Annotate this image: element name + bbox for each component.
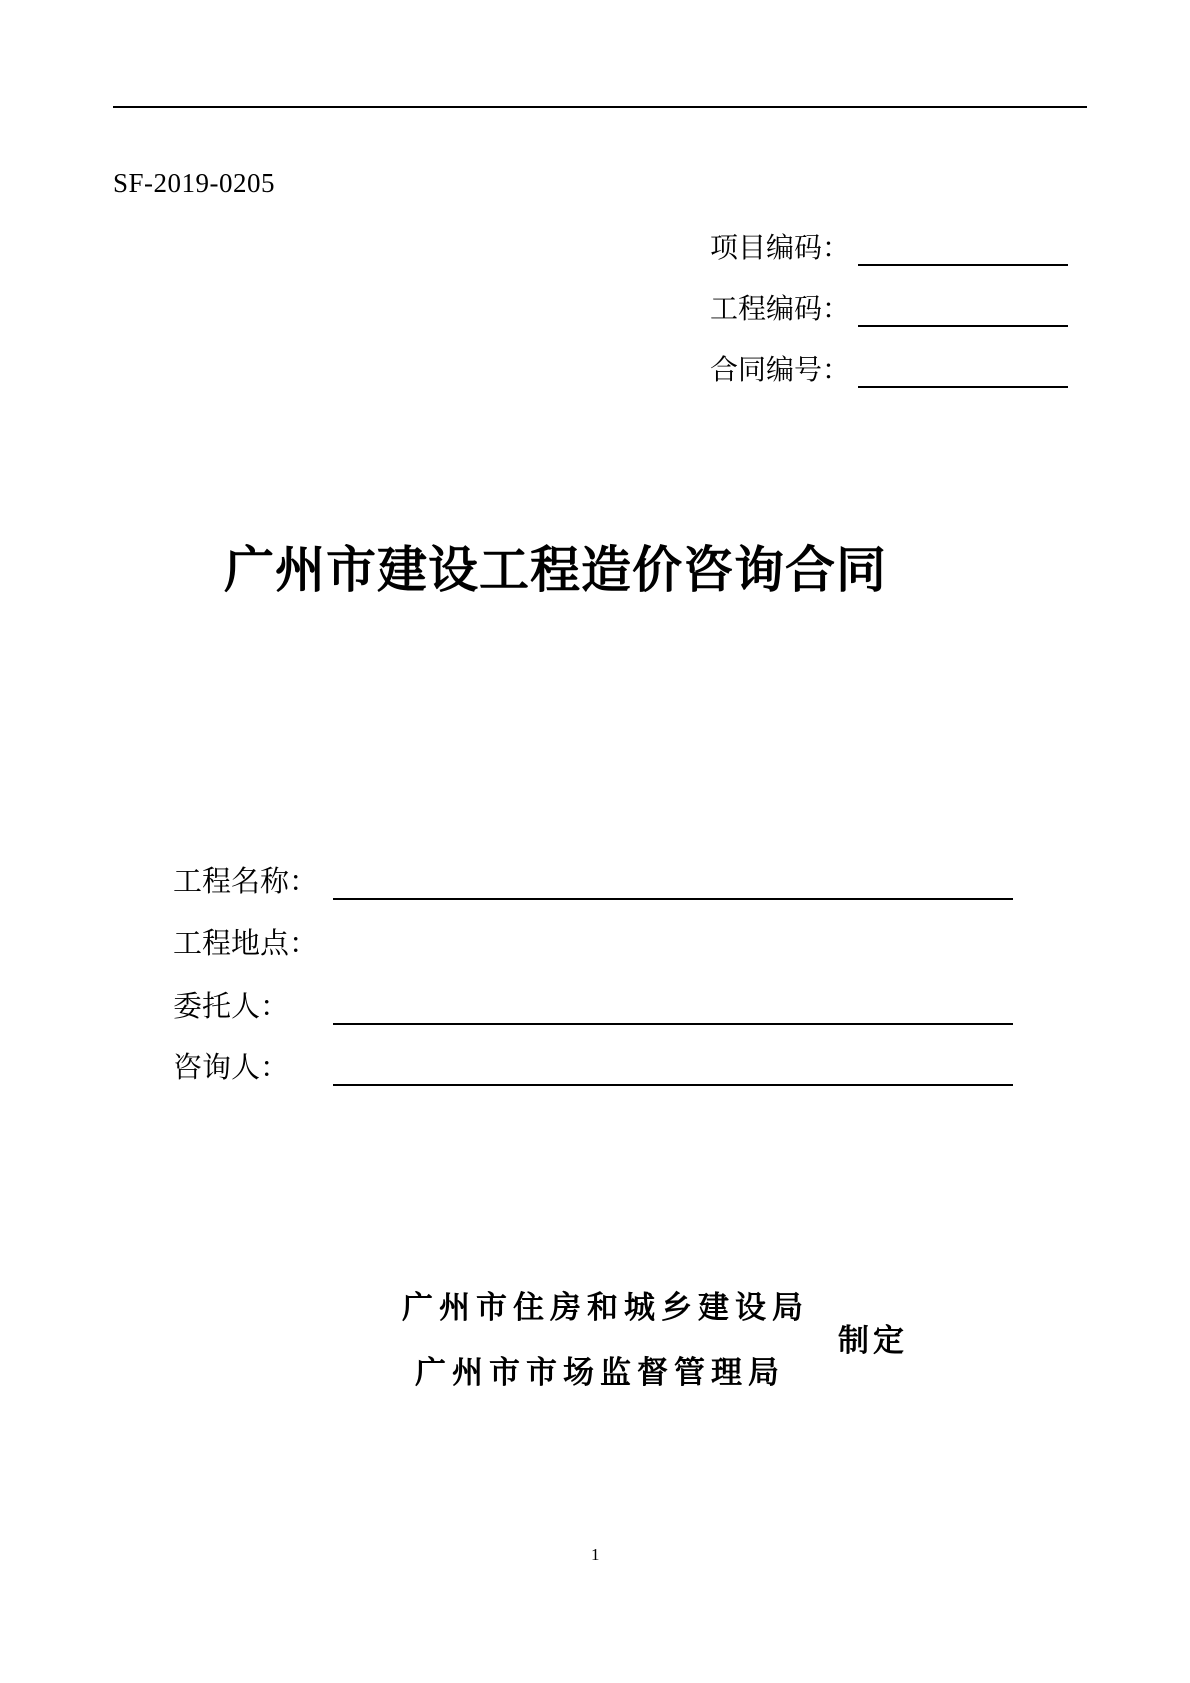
client-row: [173, 983, 1013, 1025]
project-code-label: 项目编码：: [710, 231, 851, 264]
project-name-row: [173, 858, 1013, 900]
contract-number-label: 合同编号：: [710, 353, 851, 386]
project-name-label: 工程名称：: [173, 864, 319, 898]
consultant-field[interactable]: [333, 1050, 1013, 1086]
consultant-row: [173, 1044, 1013, 1086]
engineering-code-field[interactable]: [858, 295, 1068, 327]
project-code-field[interactable]: [858, 234, 1068, 266]
engineering-code-row: [710, 287, 1068, 327]
issued-label: 制定: [838, 1323, 908, 1359]
header-rule: [113, 106, 1087, 108]
consultant-label: 咨询人：: [173, 1050, 290, 1084]
project-location-row: [173, 920, 333, 962]
engineering-code-label: 工程编码：: [710, 292, 851, 325]
project-code-row: [710, 226, 1068, 266]
project-location-label: 工程地点：: [173, 926, 319, 960]
client-field[interactable]: [333, 989, 1013, 1025]
page-number: 1: [591, 1545, 600, 1564]
client-label: 委托人：: [173, 989, 290, 1023]
project-name-field[interactable]: [333, 864, 1013, 900]
contract-number-row: [710, 348, 1068, 388]
document-code: SF-2019-0205: [113, 168, 276, 198]
issuer-housing-bureau: 广州市住房和城乡建设局: [402, 1290, 809, 1326]
document-title: 广州市建设工程造价咨询合同: [224, 541, 887, 599]
issuer-market-bureau: 广州市市场监督管理局: [415, 1355, 785, 1391]
contract-number-field[interactable]: [858, 356, 1068, 388]
